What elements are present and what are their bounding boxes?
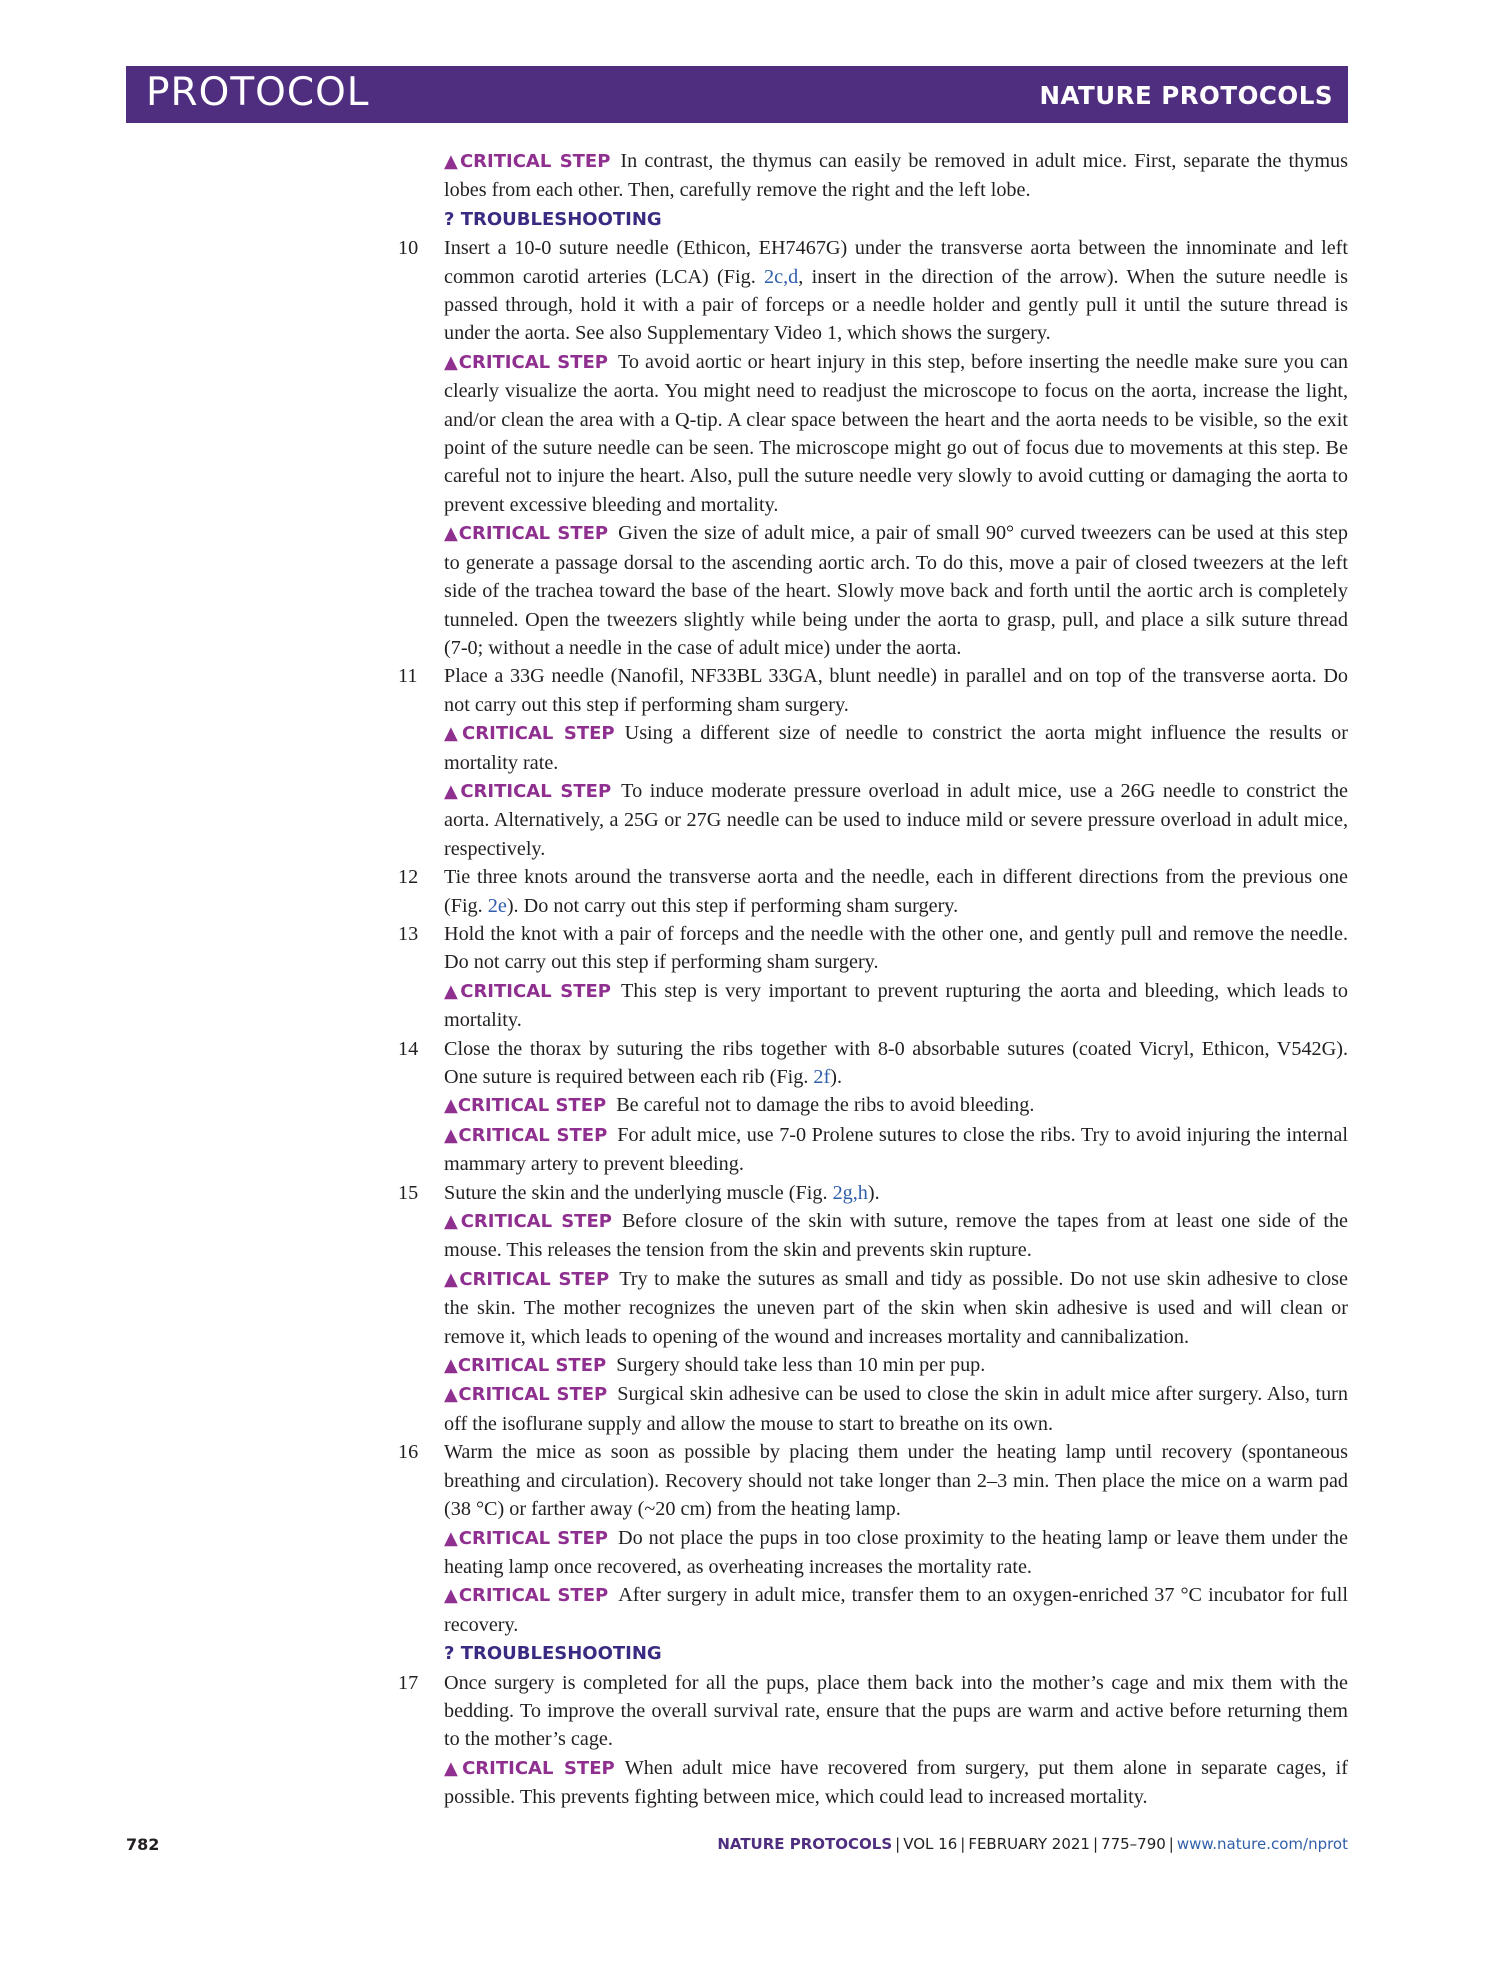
critical-step-label: ▲CRITICAL STEP (444, 151, 611, 172)
protocol-step-10 (398, 234, 1348, 348)
protocol-step-14 (398, 1035, 1348, 1092)
critical-step-note: ▲CRITICAL STEP Using a different size of needle to constrict the aorta might influence the results or mortality rate. (444, 722, 1348, 774)
figure-link[interactable]: 2e (487, 894, 507, 917)
step-text: Close the thorax by suturing the ribs together with 8-0 absorbable sutures (coated Vicryl, Ethicon, V542G). One suture is required between each rib (Fig. 2f). (444, 1037, 1348, 1088)
critical-step-note: ▲CRITICAL STEP Try to make the sutures as small and tidy as possible. Do not use skin adhesive to close the skin. The mother recognizes the uneven part of the skin when skin adhesive is used and will clean or remove it, which leads to opening of the wound and increases mortality and cannibalization. (444, 1267, 1348, 1348)
footer-citation: NATURE PROTOCOLS | VOL 16 | FEBRUARY 2021 | 775–790 | www.nature.com/nprot (717, 1835, 1348, 1853)
critical-step-note: ▲CRITICAL STEP Be careful not to damage the ribs to avoid bleeding. (444, 1094, 1035, 1117)
critical-step-note: ▲CRITICAL STEP To induce moderate pressure overload in adult mice, use a 26G needle to constrict the aorta. Alternatively, a 25G or 27G needle can be used to induce mild or severe pressure overload in adult mice, respectively. (444, 779, 1348, 860)
critical-step-note: ▲CRITICAL STEP Surgery should take less than 10 min per pup. (444, 1354, 986, 1377)
protocol-step-17 (398, 1669, 1348, 1754)
step-number: 16 (398, 1441, 419, 1464)
critical-step-label: ▲CRITICAL STEP (444, 1095, 607, 1117)
step-number: 17 (398, 1671, 419, 1694)
protocol-step-12 (398, 863, 1348, 920)
critical-step-label: ▲CRITICAL STEP (444, 1211, 612, 1233)
step-text: Hold the knot with a pair of forceps and the needle with the other one, and gently pull and remove the needle. Do not carry out this step if performing sham surgery. (444, 922, 1348, 974)
critical-step-label: ▲CRITICAL STEP (444, 523, 609, 545)
critical-step-label: ▲CRITICAL STEP (444, 1268, 610, 1290)
critical-step-note: ▲CRITICAL STEP Given the size of adult mice, a pair of small 90° curved tweezers can be used at this step to generate a passage dorsal to the ascending aortic arch. To do this, move a pair of closed tweezers at the left side of the trachea toward the base of the heart. Slowly move back and forth until the aortic arch is completely tunneled. Open the tweezers slightly while being under the aorta to grasp, pull, and place a silk suture thread (7-0; without a needle in the case of adult mice) under the aorta. (444, 522, 1348, 659)
page-number: 782 (126, 1835, 160, 1854)
footer-journal-name: NATURE PROTOCOLS (717, 1835, 893, 1853)
protocol-step-16 (398, 1438, 1348, 1523)
step-text: Suture the skin and the underlying muscle (Fig. 2g,h). (444, 1181, 880, 1204)
critical-step-note: ▲CRITICAL STEP After surgery in adult mice, transfer them to an oxygen-enriched 37 °C incubator for full recovery. (444, 1584, 1348, 1636)
critical-step-label: ▲CRITICAL STEP (444, 723, 615, 745)
critical-step-label: ▲CRITICAL STEP (444, 1585, 609, 1607)
troubleshooting-label[interactable]: ? TROUBLESHOOTING (444, 1643, 662, 1665)
critical-step-label: ▲CRITICAL STEP (444, 780, 612, 802)
critical-step-label: ▲CRITICAL STEP (444, 1384, 608, 1406)
step-text: Place a 33G needle (Nanofil, NF33BL 33GA, blunt needle) in parallel and on top of the transverse aorta. Do not carry out this step if performing sham surgery. (444, 665, 1348, 716)
footer-date: FEBRUARY 2021 (968, 1835, 1090, 1853)
critical-step-label: ▲CRITICAL STEP (444, 1124, 608, 1146)
footer-pages: 775–790 (1101, 1835, 1166, 1853)
figure-link[interactable]: 2g,h (832, 1181, 868, 1204)
step-number: 13 (398, 922, 419, 945)
critical-step-note: ▲CRITICAL STEP When adult mice have recovered from surgery, put them alone in separate cages, if possible. This prevents fighting between mice, which could lead to increased mortality. (444, 1756, 1348, 1809)
step-number: 14 (398, 1037, 419, 1060)
step-number: 10 (398, 237, 419, 260)
page-header (126, 66, 1348, 123)
step-number: 12 (398, 866, 419, 889)
critical-step-note: ▲CRITICAL STEP For adult mice, use 7-0 Prolene sutures to close the ribs. Try to avoid injuring the internal mammary artery to prevent bleeding. (444, 1123, 1348, 1176)
critical-step-label: ▲CRITICAL STEP (444, 980, 611, 1002)
protocol-step-13 (398, 920, 1348, 977)
step-text: Warm the mice as soon as possible by placing them under the heating lamp until recovery (spontaneous breathing and circulation). Recovery should not take longer than 2–3 min. Then place the mice on a warm pad (38 °C) or farther away (~20 cm) from the heating lamp. (444, 1441, 1348, 1521)
critical-step-label: ▲CRITICAL STEP (444, 1355, 607, 1377)
step-number: 15 (398, 1181, 419, 1204)
critical-step-label: ▲CRITICAL STEP (444, 351, 608, 373)
critical-step-label: ▲CRITICAL STEP (444, 1757, 615, 1779)
troubleshooting-label[interactable]: ? TROUBLESHOOTING (444, 208, 662, 230)
footer-volume: VOL 16 (903, 1835, 958, 1853)
step-number: 11 (398, 665, 418, 688)
step-text: Tie three knots around the transverse aorta and the needle, each in different directions from the previous one (Fig. 2e). Do not carry out this step if performing sham surgery. (444, 866, 1348, 917)
section-label: PROTOCOL (146, 70, 370, 115)
footer-url-link[interactable]: www.nature.com/nprot (1176, 1835, 1348, 1853)
critical-step-note: ▲CRITICAL STEP This step is very important to prevent rupturing the aorta and bleeding, which leads to mortality. (444, 979, 1348, 1032)
critical-step-note: ▲CRITICAL STEP Before closure of the skin with suture, remove the tapes from at least one side of the mouse. This releases the tension from the skin and prevents skin rupture. (444, 1210, 1348, 1262)
critical-step-note: ▲CRITICAL STEP To avoid aortic or heart injury in this step, before inserting the needle make sure you can clearly visualize the aorta. You might need to readjust the microscope to focus on the aorta, increase the light, and/or clean the area with a Q-tip. A clear space between the heart and the aorta needs to be visible, so the exit point of the suture needle can be seen. The microscope might go out of focus due to movements at this step. Be careful not to injure the heart. Also, pull the suture needle very slowly to avoid cutting or damaging the aorta to prevent excessive bleeding and mortality. (444, 350, 1348, 516)
critical-step-note: ▲CRITICAL STEP In contrast, the thymus can easily be removed in adult mice. First, separate the thymus lobes from each other. Then, carefully remove the right and the left lobe. (444, 150, 1348, 202)
protocol-step-15 (398, 1179, 1348, 1207)
figure-link[interactable]: 2f (813, 1066, 831, 1088)
critical-step-label: ▲CRITICAL STEP (444, 1527, 608, 1549)
step-text: Once surgery is completed for all the pups, place them back into the mother’s cage and mix them with the bedding. To improve the overall survival rate, ensure that the pups are warm and active before returning them to the mother’s cage. (444, 1671, 1348, 1751)
protocol-step-11 (398, 662, 1348, 719)
protocol-body (398, 147, 1348, 1812)
step-text: Insert a 10-0 suture needle (Ethicon, EH7467G) under the transverse aorta between the innominate and left common carotid arteries (LCA) (Fig. 2c,d, insert in the direction of the arrow). When the suture needle is passed through, hold it with a pair of forceps or a needle holder and gently pull it until the suture thread is under the aorta. See also Supplementary Video 1, which shows the surgery. (444, 237, 1348, 345)
figure-link[interactable]: 2c,d (764, 265, 799, 288)
critical-step-note: ▲CRITICAL STEP Do not place the pups in too close proximity to the heating lamp or leave them under the heating lamp once recovered, as overheating increases the mortality rate. (444, 1526, 1348, 1578)
journal-label: NATURE PROTOCOLS (1039, 81, 1333, 110)
critical-step-note: ▲CRITICAL STEP Surgical skin adhesive can be used to close the skin in adult mice after surgery. Also, turn off the isoflurane supply and allow the mouse to start to breathe on its own. (444, 1383, 1348, 1435)
